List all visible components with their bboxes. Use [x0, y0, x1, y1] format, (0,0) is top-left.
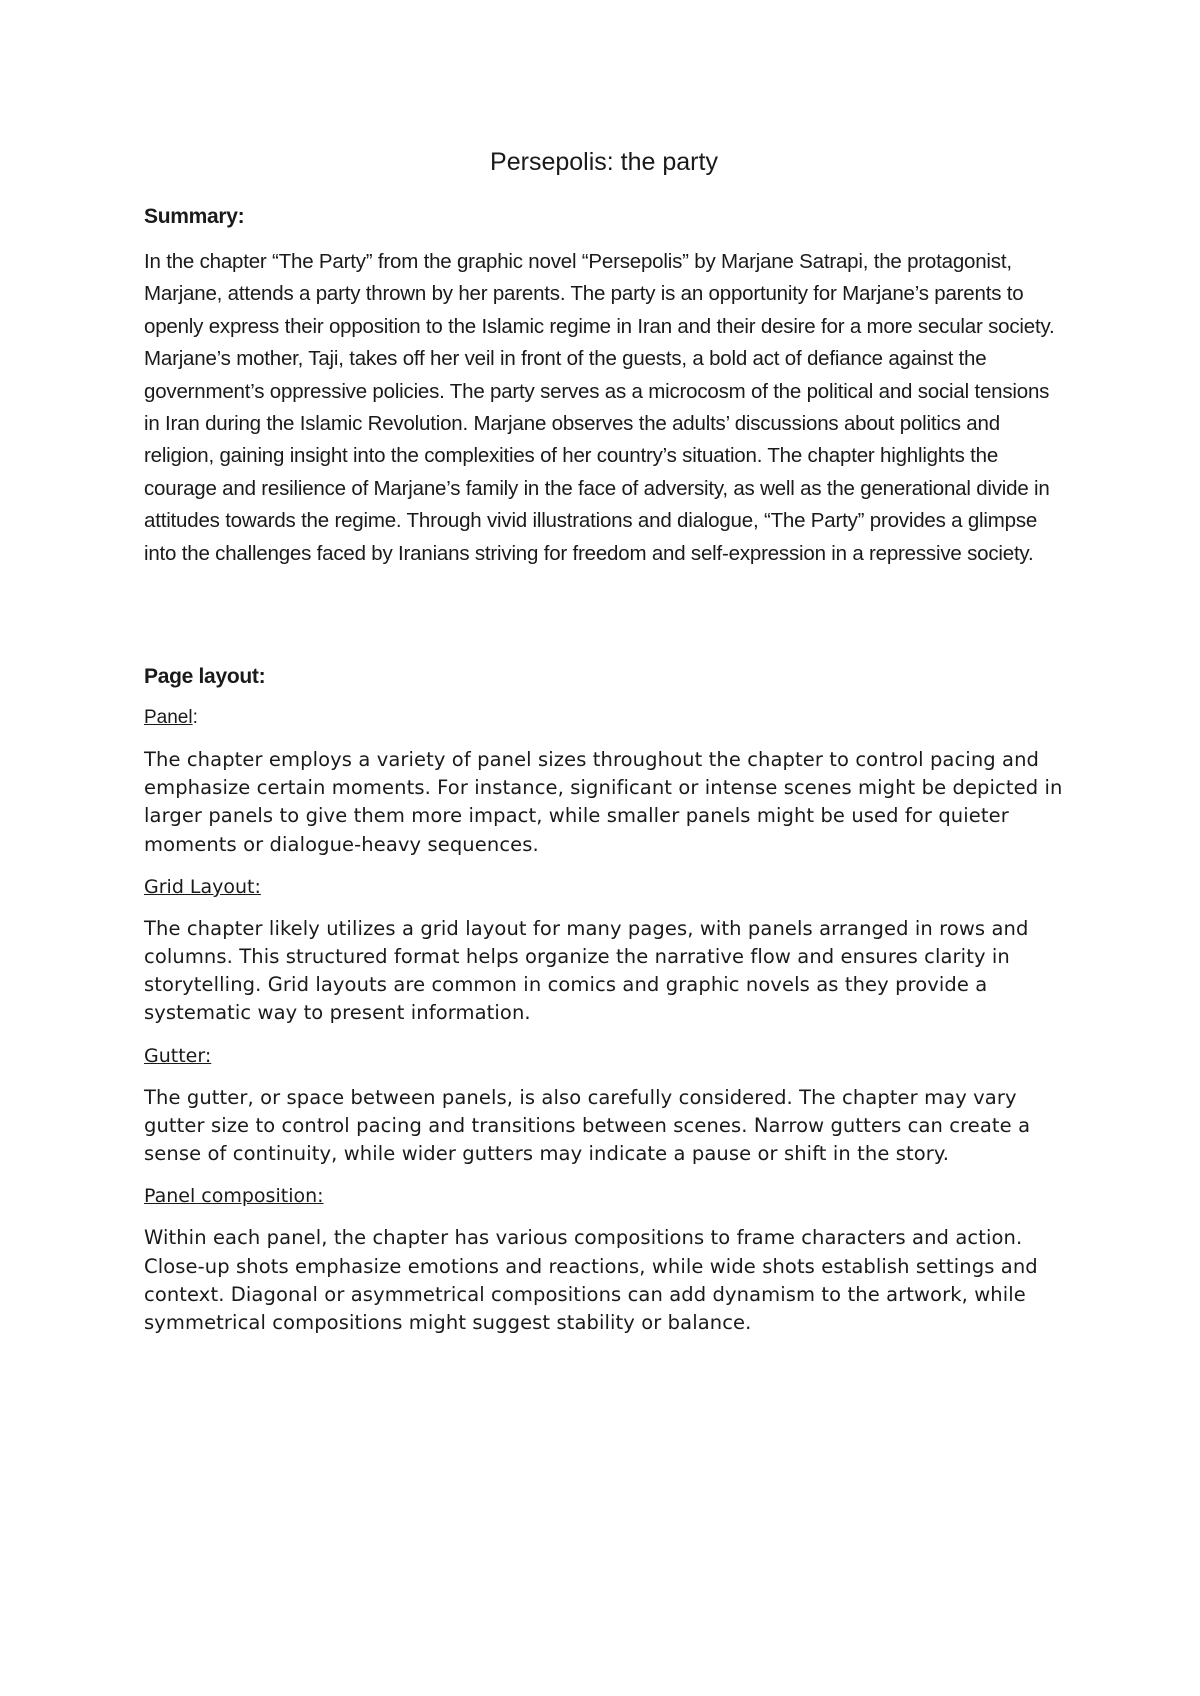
page-layout-heading: Page layout: [144, 665, 266, 689]
summary-heading: Summary: [144, 205, 245, 228]
panel-subheading-colon: : [192, 707, 198, 729]
panel-composition-paragraph: Within each panel, the chapter has various compositions to frame characters and action. Close-up shots emphasize emotions and reactions, while wide shots establish settings and context. Diagonal or asymmetrical compositions can add dynamism to the artwork, while symmetrical compositions might suggest stability or balance. [144, 1226, 1038, 1334]
panel-subheading [144, 704, 1064, 732]
document-title: Persepolis: the party [490, 148, 718, 176]
grid-layout-paragraph: The chapter likely utilizes a grid layout for many pages, with panels arranged in rows and columns. This structured format helps organize the narrative flow and ensures clarity in storytelling. Grid layouts are common in comics and graphic novels as they provide a systematic way to present information. [144, 916, 1029, 1025]
panel-subheading-label: Panel [144, 707, 193, 729]
gutter-subheading: Gutter: [144, 1044, 212, 1067]
gutter-paragraph: The gutter, or space between panels, is also carefully considered. The chapter may vary gutter size to control pacing and transitions between scenes. Narrow gutters can create a sense of continuity, while wider gutters may indicate a pause or shift in the story. [144, 1085, 1031, 1166]
document-page [144, 144, 1064, 1351]
panel-paragraph: The chapter employs a variety of panel sizes throughout the chapter to control pacing and emphasize certain moments. For instance, significant or intense scenes might be depicted in larger panels to give them more impact, while smaller panels might be used for quieter moments or dialogue-heavy sequences. [144, 748, 1063, 856]
section-spacer [144, 570, 1064, 662]
grid-layout-subheading: Grid Layout: [144, 875, 261, 898]
panel-composition-subheading: Panel composition: [144, 1185, 324, 1208]
summary-paragraph: In the chapter “The Party” from the graphic novel “Persepolis” by Marjane Satrapi, the protagonist, Marjane, attends a party thrown by her parents. The party is an opportunity for Marjane’s parents to openly express their opposition to the Islamic regime in Iran and their desire for a more secular society. Marjane’s mother, Taji, takes off her veil in front of the guests, a bold act of defiance against the government’s oppressive policies. The party serves as a microcosm of the political and social tensions in Iran during the Islamic Revolution. Marjane observes the adults’ discussions about politics and religion, gaining insight into the complexities of her country’s situation. The chapter highlights the courage and resilience of Marjane’s family in the face of adversity, as well as the generational divide in attitudes towards the regime. Through vivid illustrations and dialogue, “The Party” provides a glimpse into the challenges faced by Iranians striving for freedom and self-expression in a repressive society. [144, 250, 1055, 565]
